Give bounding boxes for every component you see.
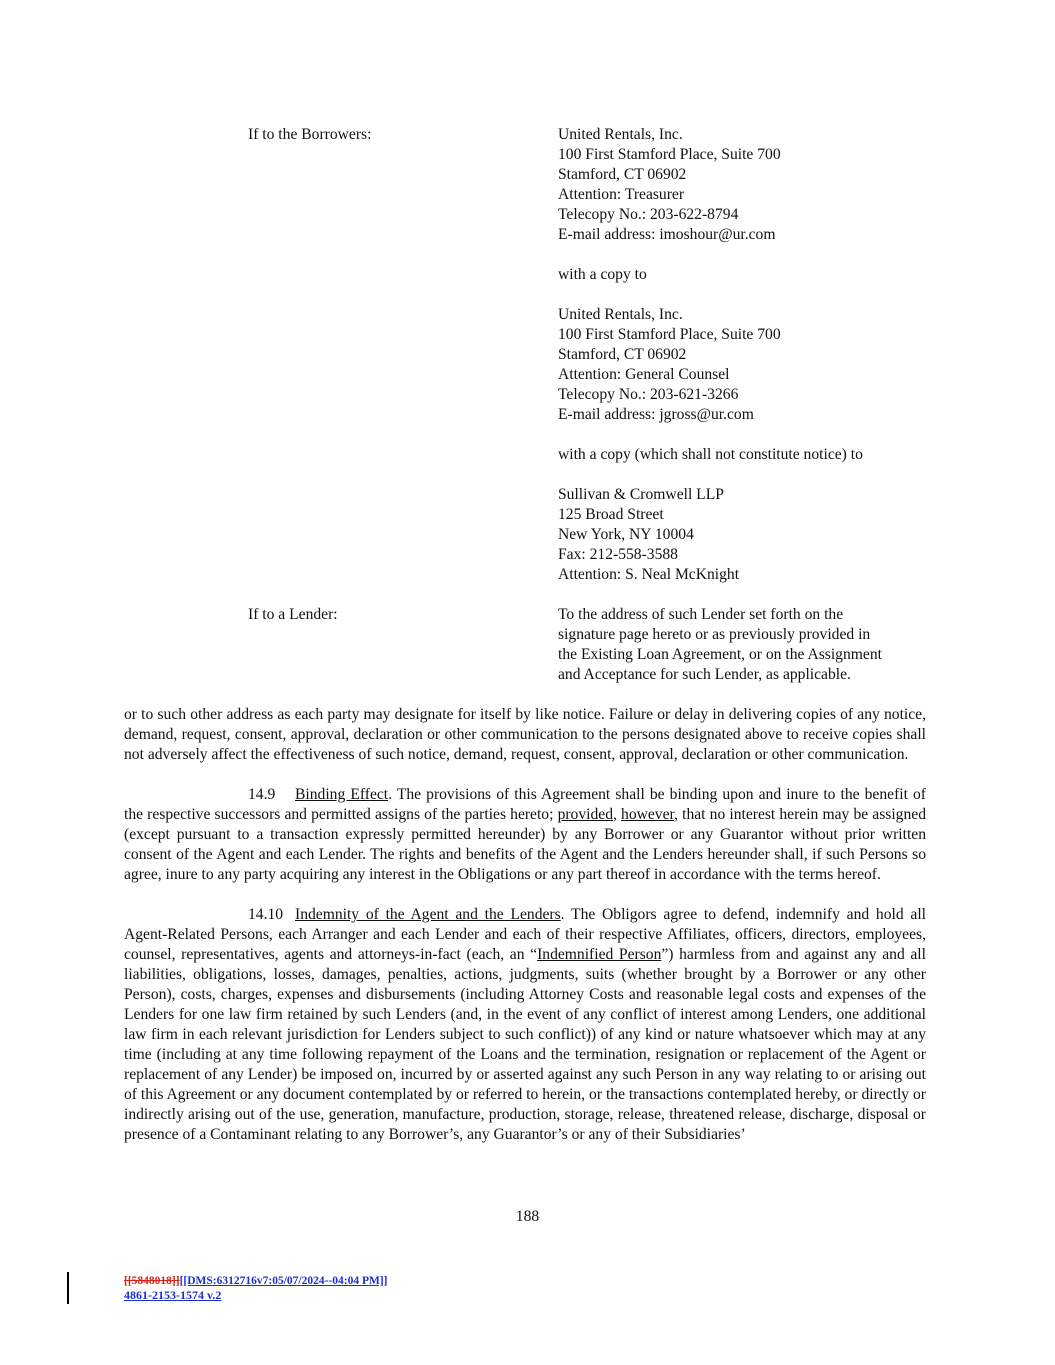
address-line: and Acceptance for such Lender, as applicable. [558,666,851,683]
address-line: with a copy to [558,266,647,283]
address-line: E-mail address: imoshour@ur.com [558,226,776,243]
address-line: 100 First Stamford Place, Suite 700 [558,326,781,343]
document-footer [124,1274,388,1302]
inserted-reference: [[DMS:6312716v7:05/07/2024--04:04 PM]] [179,1275,388,1287]
deleted-reference: [[5848018]] [124,1275,180,1287]
address-line [558,465,938,485]
page-number: 188 [515,1208,540,1225]
address-line: signature page hereto or as previously provided in [558,626,871,643]
address-line: Telecopy No.: 203-621-3266 [558,386,739,403]
term-however: however [621,806,675,823]
address-line [558,245,938,265]
notice-borrowers [248,125,948,585]
section-number: 14.10 [248,906,284,923]
address-line: United Rentals, Inc. [558,126,683,143]
change-bar [67,1272,69,1304]
body-text [124,705,926,1165]
section-title: Binding Effect [295,786,389,803]
notice-lender [248,605,948,685]
address-line: Attention: S. Neal McKnight [558,566,740,583]
address-line: the Existing Loan Agreement, or on the Assignment [558,646,882,663]
address-line: with a copy (which shall not constitute notice) to [558,446,863,463]
address-line: Sullivan & Cromwell LLP [558,486,724,503]
address-line: United Rentals, Inc. [558,306,683,323]
address-line: Fax: 212-558-3588 [558,546,678,563]
term-provided: provided [557,806,613,823]
notice-addresses [248,125,948,685]
address-line: Telecopy No.: 203-622-8794 [558,206,739,223]
closing-paragraph: or to such other address as each party may designate for itself by like notice. Failure or delay in delivering copies of any notice, demand, request, consent, approval, declaration or other communication to the persons designated above to receive copies shall not adversely affect the effectiveness of such notice, demand, request, consent, approval, declaration or other communication. [124,706,926,763]
document-id: 4861-2153-1574 v.2 [124,1288,222,1302]
section-title: Indemnity of the Agent and the Lenders [295,906,561,923]
address-line: Attention: Treasurer [558,186,685,203]
address-line: Stamford, CT 06902 [558,166,687,183]
notice-address-lender [558,605,938,685]
defined-term: Indemnified Person [537,946,662,963]
address-line [558,425,938,445]
address-line: New York, NY 10004 [558,526,694,543]
notice-address-borrowers [558,125,938,585]
address-line: To the address of such Lender set forth on the [558,606,844,623]
section-14-9: 14.9 Binding Effect. The provisions of this Agreement shall be binding upon and inure to the benefit of the respective successors and permitted assigns of the parties hereto; provided, however, that no interest herein may be assigned (except pursuant to a transaction expressly permitted hereunder) by any Borrower or any Guarantor without prior written consent of the Agent and each Lender. The rights and benefits of the Agent and the Lenders hereunder shall, if such Persons so agree, inure to any party acquiring any interest in the Obligations or any part thereof in accordance with the terms hereof. [124,786,926,883]
notice-label-borrowers: If to the Borrowers: [248,126,372,143]
address-line: 100 First Stamford Place, Suite 700 [558,146,781,163]
address-line [558,285,938,305]
address-line: Stamford, CT 06902 [558,346,687,363]
section-14-10: 14.10 Indemnity of the Agent and the Lenders. The Obligors agree to defend, indemnify and hold all Agent-Related Persons, each Arranger and each Lender and each of their respective Affiliates, officers, directors, employees, counsel, representatives, agents and attorneys-in-fact (each, an “Indemnified Person”) harmless from and against any and all liabilities, obligations, losses, damages, penalties, actions, judgments, suits (whether brought by a Borrower or any other Person), costs, charges, expenses and disbursements (including Attorney Costs and reasonable legal costs and expenses of the Lenders for one law firm retained by such Lenders (and, in the event of any conflict of interest among Lenders, one additional law firm in each relevant jurisdiction for Lenders subject to such conflict)) of any kind or nature whatsoever which may at any time (including at any time following repayment of the Loans and the termination, resignation or replacement of the Agent or replacement of any Lender) be imposed on, incurred by or asserted against any such Person in any way relating to or arising out of this Agreement or any document contemplated by or referred to herein, or the transactions contemplated hereby, or directly or indirectly arising out of the use, generation, manufacture, production, storage, release, threatened release, discharge, disposal or presence of a Contaminant relating to any Borrower’s, any Guarantor’s or any of their Subsidiaries’ [124,906,926,1143]
section-number: 14.9 [248,786,276,803]
address-line: E-mail address: jgross@ur.com [558,406,754,423]
address-line: Attention: General Counsel [558,366,730,383]
address-line: 125 Broad Street [558,506,664,523]
notice-label-lender: If to a Lender: [248,606,338,623]
